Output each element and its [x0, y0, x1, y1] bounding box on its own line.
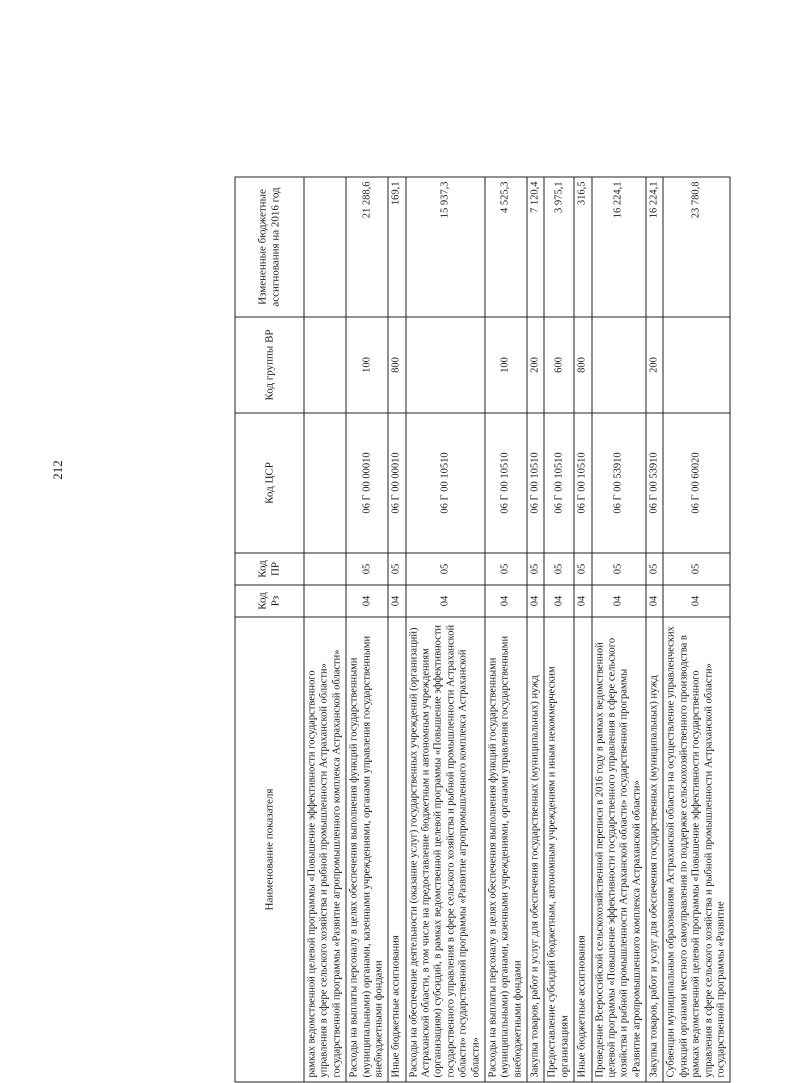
cell-csr: 06 Г 00 10510	[406, 413, 485, 553]
cell-rz: 04	[485, 585, 527, 617]
cell-amount: 4 525,3	[485, 177, 527, 317]
page-number: 212	[49, 460, 65, 480]
table-row	[646, 177, 663, 1082]
header-pr: Код ПР	[235, 553, 304, 585]
cell-csr: 06 Г 00 00010	[346, 413, 388, 553]
cell-vr: 100	[485, 317, 527, 413]
table-row	[304, 177, 346, 1082]
cell-rz: 04	[527, 585, 544, 617]
cell-rz: 04	[663, 585, 730, 617]
cell-rz: 04	[346, 585, 388, 617]
cell-csr: 06 Г 00 53910	[646, 413, 663, 553]
cell-vr: 800	[388, 317, 405, 413]
table-row	[485, 177, 527, 1082]
cell-csr: 06 Г 00 10510	[574, 413, 591, 553]
cell-pr: 05	[527, 553, 544, 585]
cell-amount: 169,1	[388, 177, 405, 317]
cell-pr: 05	[388, 553, 405, 585]
cell-rz: 04	[646, 585, 663, 617]
cell-rz: 04	[592, 585, 647, 617]
cell-amount: 3 975,1	[544, 177, 574, 317]
cell-csr: 06 Г 00 10510	[485, 413, 527, 553]
cell-amount: 16 224,1	[592, 177, 647, 317]
cell-name: Расходы на выплаты персоналу в целях обеспечения выполнения функций государственными (муниципальными) органами, казенными учреждениями, органами управления государственными внебюджетными фондами	[485, 617, 527, 1082]
cell-vr: 200	[646, 317, 663, 413]
cell-amount: 316,5	[574, 177, 591, 317]
cell-name: Предоставление субсидий бюджетным, автономным учреждениям и иным некоммерческим организациям	[544, 617, 574, 1082]
cell-vr	[592, 317, 647, 413]
cell-amount: 15 937,3	[406, 177, 485, 317]
table-header-row	[235, 177, 304, 1082]
header-rz: Код Рз	[235, 585, 304, 617]
cell-name: рамках ведомственной целевой программы «Повышение эффективности государственного управления в сфере сельского хозяйства и рыбной промышленности Астраханской области» государственной программы «Развитие агропромышленного комплекса Астраханской области»	[304, 617, 346, 1082]
cell-pr: 05	[346, 553, 388, 585]
cell-vr: 600	[544, 317, 574, 413]
cell-rz: 04	[406, 585, 485, 617]
cell-pr: 05	[663, 553, 730, 585]
table-row	[527, 177, 544, 1082]
header-csr: Код ЦСР	[235, 413, 304, 553]
cell-vr	[304, 317, 346, 413]
cell-amount: 23 780,8	[663, 177, 730, 317]
header-name: Наименование показателя	[235, 617, 304, 1082]
cell-pr: 05	[485, 553, 527, 585]
cell-pr: 05	[592, 553, 647, 585]
table-row	[574, 177, 591, 1082]
cell-rz: 04	[388, 585, 405, 617]
cell-pr	[304, 553, 346, 585]
cell-csr: 06 Г 00 00010	[388, 413, 405, 553]
cell-name: Расходы на выплаты персоналу в целях обеспечения выполнения функций государственными (муниципальными) органами, казенными учреждениями, органами управления государственными внебюджетными фондами	[346, 617, 388, 1082]
cell-csr	[304, 413, 346, 553]
cell-amount: 21 288,6	[346, 177, 388, 317]
cell-vr: 800	[574, 317, 591, 413]
cell-pr: 05	[646, 553, 663, 585]
cell-name: Иные бюджетные ассигнования	[574, 617, 591, 1082]
cell-name: Закупка товаров, работ и услуг для обеспечения государственных (муниципальных) нужд	[527, 617, 544, 1082]
cell-pr: 05	[406, 553, 485, 585]
cell-vr: 200	[527, 317, 544, 413]
cell-rz	[304, 585, 346, 617]
cell-csr: 06 Г 00 10510	[527, 413, 544, 553]
table-row	[388, 177, 405, 1082]
table-row	[592, 177, 647, 1082]
budget-table-rotated	[235, 178, 785, 1083]
cell-vr: 100	[346, 317, 388, 413]
budget-table	[235, 177, 731, 1083]
cell-name: Иные бюджетные ассигнования	[388, 617, 405, 1082]
cell-amount: 7 120,4	[527, 177, 544, 317]
table-row	[544, 177, 574, 1082]
header-amount: Измененные бюджетные ассигнования на 2016 год	[235, 177, 304, 317]
table-row	[663, 177, 730, 1082]
cell-vr	[663, 317, 730, 413]
header-vr: Код группы ВР	[235, 317, 304, 413]
cell-csr: 06 Г 00 60020	[663, 413, 730, 553]
cell-rz: 04	[544, 585, 574, 617]
cell-vr	[406, 317, 485, 413]
cell-rz: 04	[574, 585, 591, 617]
cell-amount	[304, 177, 346, 317]
cell-amount: 16 224,1	[646, 177, 663, 317]
table-row	[406, 177, 485, 1082]
cell-csr: 06 Г 00 10510	[544, 413, 574, 553]
cell-csr: 06 Г 00 53910	[592, 413, 647, 553]
cell-name: Проведение Всероссийской сельскохозяйственной переписи в 2016 году в рамках ведомственной целевой программы «Повышение эффективности государственного управления в сфере сельского хозяйства и рыбной промышленности Астраханской области» государственной программы «Развитие агропромышленного комплекса Астраханской области»	[592, 617, 647, 1082]
cell-name: Субвенции муниципальным образованиям Астраханской области на осуществление управленческих функций органами местного самоуправления по поддержке сельскохозяйственного производства в рамках ведомственной целевой программы «Повышение эффективности государственного управления в сфере сельского хозяйства и рыбной промышленности Астраханской области» государственной программы «Развитие	[663, 617, 730, 1082]
cell-pr: 05	[574, 553, 591, 585]
cell-name: Расходы на обеспечение деятельности (оказание услуг) государственных учреждений (организаций) Астраханской области, в том числе на предоставление бюджетным и автономным учреждениям (организациям) субсидий, в рамках ведомственной целевой программы «Повышение эффективности государственного управления в сфере сельского хозяйства и рыбной промышленности Астраханской области» государственной программы «Развитие агропромышленного комплекса Астраханской области»	[406, 617, 485, 1082]
cell-name: Закупка товаров, работ и услуг для обеспечения государственных (муниципальных) нужд	[646, 617, 663, 1082]
cell-pr: 05	[544, 553, 574, 585]
table-row	[346, 177, 388, 1082]
